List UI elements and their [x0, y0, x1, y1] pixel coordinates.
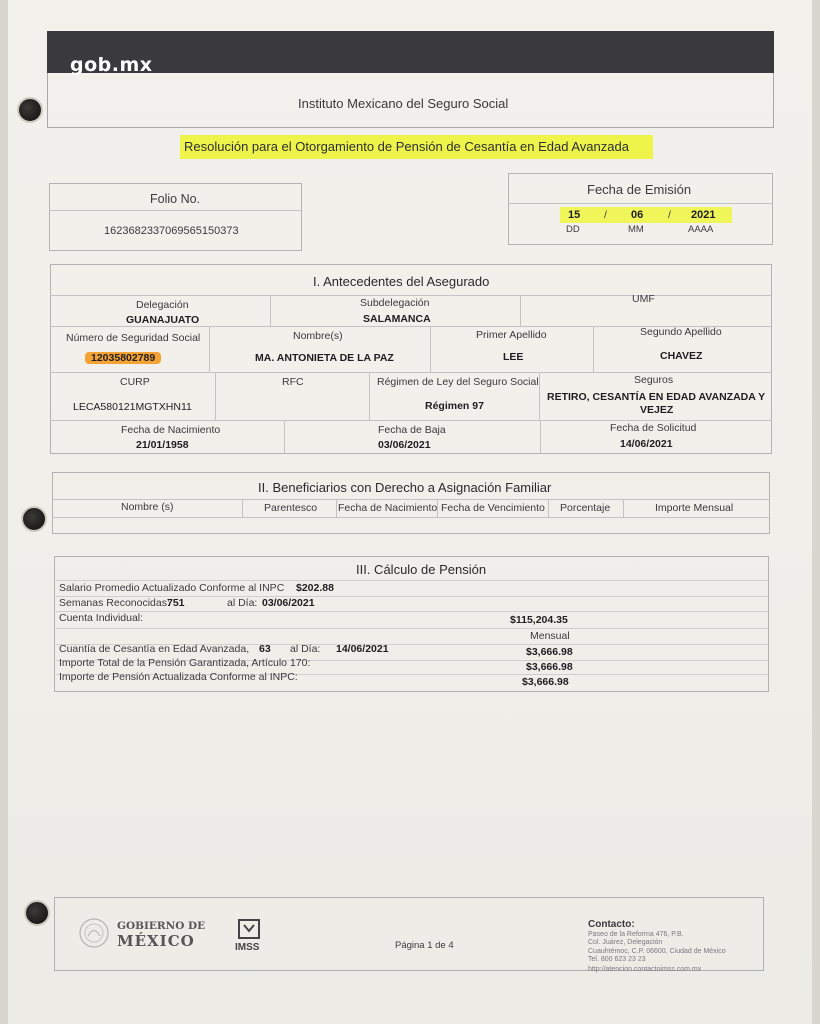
- fecha-emision-label: Fecha de Emisión: [587, 182, 692, 197]
- seguros-label: Seguros: [634, 374, 674, 386]
- cuantia-label: Cuantía de Cesantía en Edad Avanzada,: [59, 643, 250, 655]
- solicitud-value: 14/06/2021: [620, 438, 673, 450]
- divider: [50, 372, 772, 373]
- gobierno-label: GOBIERNO DE: [117, 920, 206, 932]
- divider: [623, 499, 624, 517]
- al-dia-label: al Día:: [227, 597, 258, 609]
- date-sep: /: [668, 209, 671, 221]
- folio-label: Folio No.: [150, 192, 201, 206]
- divider: [215, 372, 216, 420]
- header-bar: [47, 31, 774, 73]
- divider: [52, 499, 770, 500]
- divider: [548, 499, 549, 517]
- imss-logo-icon: [237, 918, 261, 940]
- actualizada-value: $3,666.98: [522, 676, 569, 688]
- divider: [270, 295, 271, 326]
- segundo-apellido-label: Segundo Apellido: [640, 326, 722, 338]
- umf-label: UMF: [632, 293, 655, 305]
- dd-label: DD: [566, 224, 580, 235]
- gobmx-logo: gob.mx: [70, 54, 153, 76]
- contact-line: Col. Juárez, Delegación: [588, 939, 663, 946]
- nss-label: Número de Seguridad Social: [66, 332, 201, 344]
- subdelegacion-value: SALAMANCA: [363, 313, 431, 325]
- nacimiento-value: 21/01/1958: [136, 439, 189, 451]
- divider: [593, 326, 594, 372]
- contact-line: Paseo de la Reforma 476, P.B.: [588, 931, 684, 938]
- document-title: Resolución para el Otorgamiento de Pensión de Cesantía en Edad Avanzada: [180, 135, 653, 159]
- semanas-label: Semanas Reconocidas:: [59, 597, 170, 609]
- col-porcentaje: Porcentaje: [560, 502, 611, 514]
- al-dia-value: 03/06/2021: [262, 597, 315, 609]
- mensual-label: Mensual: [530, 630, 570, 642]
- contact-title: Contacto:: [588, 919, 635, 930]
- imss-label: IMSS: [235, 942, 260, 953]
- section1-title: I. Antecedentes del Asegurado: [313, 274, 490, 289]
- divider: [52, 517, 770, 518]
- divider: [520, 295, 521, 326]
- actualizada-label: Importe de Pensión Actualizada Conforme al INPC:: [59, 671, 298, 683]
- nombre-label: Nombre(s): [293, 330, 343, 342]
- nacimiento-label: Fecha de Nacimiento: [121, 424, 221, 436]
- day-value: 15: [568, 209, 581, 221]
- divider: [209, 326, 210, 372]
- primer-apellido-value: LEE: [503, 351, 524, 363]
- institute-name: Instituto Mexicano del Seguro Social: [298, 96, 509, 111]
- col-importe-mensual: Importe Mensual: [655, 502, 734, 514]
- month-value: 06: [631, 209, 644, 221]
- divider: [56, 611, 768, 612]
- divider: [284, 420, 285, 454]
- section2-title: II. Beneficiarios con Derecho a Asignación Familiar: [258, 480, 552, 495]
- mexico-emblem-icon: [78, 917, 110, 949]
- divider: [56, 628, 768, 629]
- divider: [540, 420, 541, 454]
- delegacion-label: Delegación: [136, 299, 189, 311]
- divider: [242, 499, 243, 517]
- divider: [508, 203, 773, 204]
- page-number: Página 1 de 4: [395, 940, 454, 951]
- date-sep: /: [604, 209, 607, 221]
- delegacion-value: GUANAJUATO: [126, 314, 200, 326]
- seguros-value-line2: VEJEZ: [640, 404, 674, 416]
- divider: [430, 326, 431, 372]
- mexico-label: MÉXICO: [117, 932, 195, 950]
- col-parentesco: Parentesco: [264, 502, 318, 514]
- divider: [369, 372, 370, 420]
- rfc-label: RFC: [282, 376, 304, 388]
- seguros-value-line1: RETIRO, CESANTÍA EN EDAD AVANZADA Y: [547, 391, 766, 403]
- divider: [49, 210, 302, 211]
- curp-value: LECA580121MGTXHN11: [73, 401, 192, 413]
- al-dia2-label: al Día:: [290, 643, 321, 655]
- mm-label: MM: [628, 224, 644, 235]
- curp-label: CURP: [120, 376, 150, 388]
- semanas-value: 751: [167, 597, 185, 609]
- punch-hole: [24, 900, 50, 926]
- folio-value: 1623682337069565150373: [104, 225, 239, 237]
- al-dia2-value: 14/06/2021: [336, 643, 389, 655]
- subdelegacion-label: Subdelegación: [360, 297, 430, 309]
- baja-value: 03/06/2021: [378, 439, 431, 451]
- aaaa-label: AAAA: [688, 224, 714, 235]
- year-value: 2021: [691, 209, 716, 221]
- regimen-label: Régimen de Ley del Seguro Social: [377, 376, 539, 388]
- divider: [50, 295, 772, 296]
- divider: [539, 372, 540, 420]
- section3-title: III. Cálculo de Pensión: [356, 562, 487, 577]
- col-fecha-vencimiento: Fecha de Vencimiento: [441, 502, 545, 514]
- punch-hole: [21, 506, 47, 532]
- nss-value: 12035802789: [85, 352, 161, 364]
- primer-apellido-label: Primer Apellido: [476, 329, 547, 341]
- punch-hole: [17, 97, 43, 123]
- garantizada-label: Importe Total de la Pensión Garantizada, Artículo 170:: [59, 657, 311, 669]
- cuantia-pct: 63: [259, 643, 271, 655]
- regimen-value: Régimen 97: [425, 400, 484, 412]
- salario-label: Salario Promedio Actualizado Conforme al INPC: [59, 582, 285, 594]
- cuenta-value: $115,204.35: [510, 614, 568, 626]
- segundo-apellido-value: CHAVEZ: [660, 350, 703, 362]
- garantizada-value: $3,666.98: [526, 661, 573, 673]
- cuantia-value: $3,666.98: [526, 646, 573, 658]
- contact-line: Tel. 800 623 23 23: [588, 956, 646, 963]
- col-fecha-nacimiento: Fecha de Nacimiento: [338, 502, 438, 514]
- solicitud-label: Fecha de Solicitud: [610, 422, 697, 434]
- col-nombre: Nombre (s): [121, 501, 174, 513]
- divider: [50, 420, 772, 421]
- cuenta-label: Cuenta Individual:: [59, 612, 144, 624]
- nombre-value: MA. ANTONIETA DE LA PAZ: [255, 352, 394, 364]
- salario-value: $202.88: [296, 582, 334, 594]
- contact-link[interactable]: http://atencion.contactoimss.com.mx: [588, 966, 702, 973]
- divider: [56, 580, 768, 581]
- baja-label: Fecha de Baja: [378, 424, 446, 436]
- divider: [336, 499, 337, 517]
- contact-line: Cuauhtémoc, C.P. 06600, Ciudad de México: [588, 948, 726, 955]
